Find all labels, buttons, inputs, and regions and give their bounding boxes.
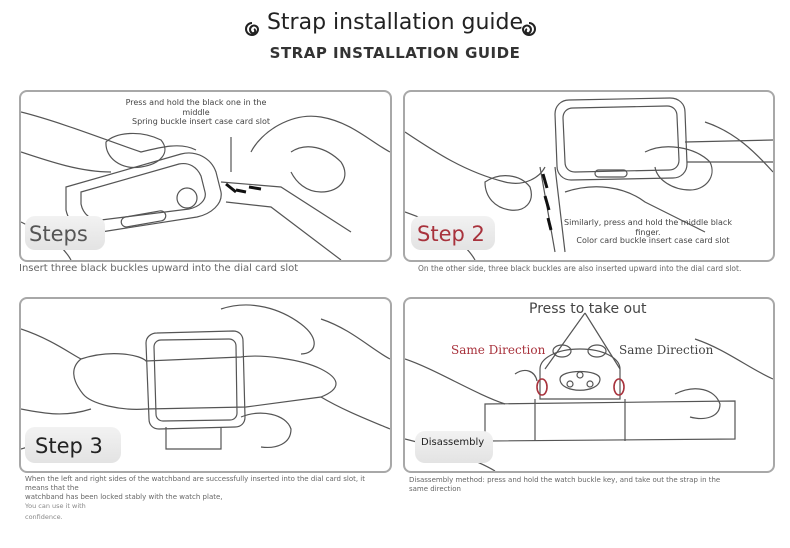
step3-caption-line-1: When the left and right sides of the watchband are successfully inserted into the dial card slot, it means that the: [25, 475, 365, 492]
disassembly-caption: [409, 476, 769, 494]
disassembly-press-label: Press to take out: [529, 301, 647, 317]
step1-label: Steps: [29, 222, 88, 246]
page-title: Strap installation guide: [266, 10, 524, 35]
page-subtitle: STRAP INSTALLATION GUIDE: [269, 44, 521, 62]
step3-caption: [25, 475, 390, 522]
disassembly-illustration-panel: [403, 297, 775, 473]
disassembly-right-direction: Same Direction: [619, 343, 714, 357]
step2-note-insert: Color card buckle insert case card slot: [576, 236, 730, 245]
step3-caption-line-2: watchband has been locked stably with the watch plate,: [25, 493, 223, 501]
disassembly-caption-line-1: Disassembly method: press and hold the watch buckle key, and take out the strap in the: [409, 476, 721, 484]
step1-note-press: Press and hold the black one in the middle: [125, 98, 267, 117]
disassembly-left-direction: Same Direction: [451, 343, 546, 357]
step2-label: Step 2: [417, 222, 485, 246]
step1-note-insert: Spring buckle insert case card slot: [131, 117, 270, 126]
disassembly-label: Disassembly: [421, 437, 485, 448]
swirl-ornament-right-icon: [520, 20, 538, 38]
step1-illustration-panel: [19, 90, 392, 262]
step2-caption: On the other side, three black buckles are also inserted upward into the dial card slot.: [418, 264, 742, 273]
step1-caption: Insert three black buckles upward into the dial card slot: [19, 263, 299, 274]
swirl-ornament-left-icon: [243, 20, 261, 38]
step2-illustration-panel: [403, 90, 775, 262]
step2-note-press: Similarly, press and hold the middle black finger.: [564, 218, 732, 237]
step3-caption-line-3: You can use it with: [25, 502, 86, 510]
step3-illustration-panel: [19, 297, 392, 473]
step3-label: Step 3: [35, 434, 103, 458]
disassembly-caption-line-2: same direction: [409, 485, 461, 493]
step3-caption-line-4: confidence.: [25, 513, 63, 521]
